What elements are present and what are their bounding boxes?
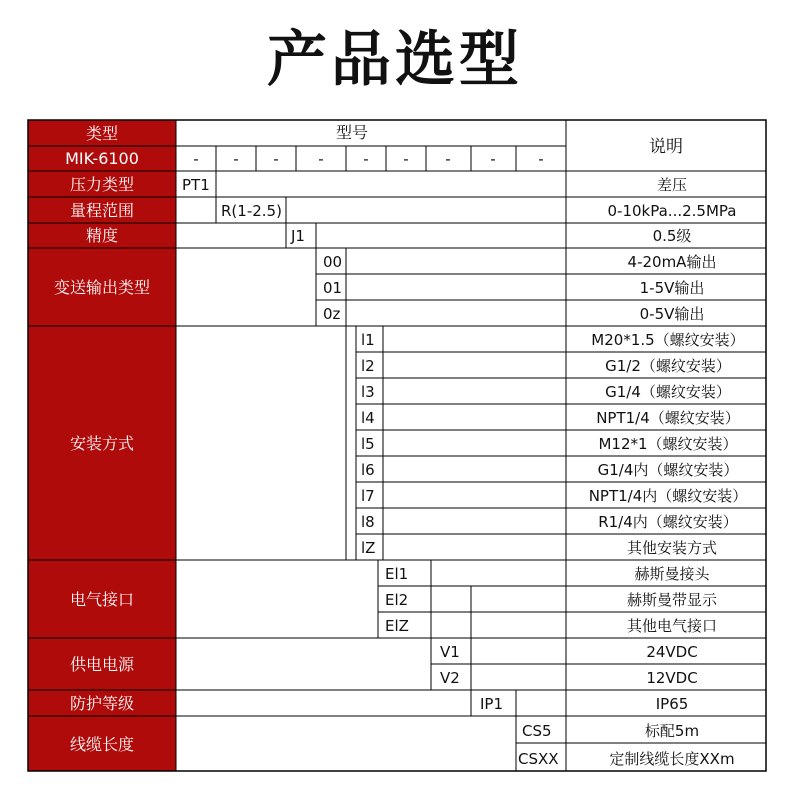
code-install-l5: l5 xyxy=(361,435,375,453)
code-install-l4: l4 xyxy=(361,409,375,427)
dash-2: - xyxy=(233,150,239,168)
code-output-00: 00 xyxy=(323,253,343,271)
code-cable-csxx: CSXX xyxy=(518,750,559,768)
category-cable: 线缆长度 xyxy=(69,735,135,754)
code-install-l2: l2 xyxy=(361,357,375,375)
category-protection: 防护等级 xyxy=(69,694,135,713)
code-electrical-el2: El2 xyxy=(385,591,409,609)
desc-accuracy: 0.5级 xyxy=(652,227,692,245)
dash-1: - xyxy=(193,150,199,168)
desc-cable-2: 定制线缆长度XXm xyxy=(609,750,735,768)
code-output-01: 01 xyxy=(323,279,343,297)
code-install-lz: lZ xyxy=(361,539,376,557)
desc-install-3: G1/4（螺纹安装） xyxy=(605,383,731,401)
description-cells xyxy=(589,176,748,768)
category-output-type: 变送输出类型 xyxy=(53,278,151,297)
desc-power-2: 12VDC xyxy=(646,669,698,687)
code-ip1: IP1 xyxy=(480,695,504,713)
page-title: 产品选型 xyxy=(267,25,523,95)
desc-electrical-3: 其他电气接口 xyxy=(626,617,718,635)
desc-install-2: G1/2（螺纹安装） xyxy=(605,357,731,375)
code-power-v2: V2 xyxy=(440,669,460,687)
dash-4: - xyxy=(318,150,324,168)
desc-protection: IP65 xyxy=(655,695,689,713)
category-power: 供电电源 xyxy=(69,655,135,674)
desc-install-8: R1/4内（螺纹安装） xyxy=(598,513,738,531)
category-electrical: 电气接口 xyxy=(69,590,135,609)
header-model-no: 型号 xyxy=(335,123,369,142)
code-j1: J1 xyxy=(291,227,305,245)
desc-electrical-1: 赫斯曼接头 xyxy=(634,565,710,583)
code-install-l3: l3 xyxy=(361,383,375,401)
category-range: 量程范围 xyxy=(69,201,135,220)
desc-output-1: 4-20mA输出 xyxy=(627,253,717,271)
code-install-l7: l7 xyxy=(361,487,375,505)
header-model: MIK-6100 xyxy=(65,149,139,168)
code-install-l8: l8 xyxy=(361,513,375,531)
code-pt1: PT1 xyxy=(182,176,210,194)
desc-range: 0-10kPa...2.5MPa xyxy=(607,202,737,220)
desc-install-7: NPT1/4内（螺纹安装） xyxy=(588,487,748,505)
dash-3: - xyxy=(273,150,279,168)
dash-8: - xyxy=(490,150,496,168)
code-install-l6: l6 xyxy=(361,461,375,479)
code-output-0z: 0z xyxy=(323,305,341,323)
desc-electrical-2: 赫斯曼带显示 xyxy=(626,591,718,609)
desc-cable-1: 标配5m xyxy=(644,722,700,740)
header-description: 说明 xyxy=(649,137,683,157)
desc-output-2: 1-5V输出 xyxy=(639,279,705,297)
desc-install-5: M12*1（螺纹安装） xyxy=(598,435,738,453)
code-power-v1: V1 xyxy=(440,643,460,661)
category-accuracy: 精度 xyxy=(85,226,119,245)
code-electrical-el1: El1 xyxy=(385,565,409,583)
code-electrical-elz: ElZ xyxy=(385,617,409,635)
desc-pressure-type: 差压 xyxy=(656,176,688,194)
category-pressure-type: 压力类型 xyxy=(69,175,135,194)
desc-install-6: G1/4内（螺纹安装） xyxy=(597,461,739,479)
code-cells xyxy=(182,176,559,768)
desc-power-1: 24VDC xyxy=(646,643,698,661)
category-install: 安装方式 xyxy=(69,434,135,453)
desc-install-1: M20*1.5（螺纹安装） xyxy=(591,331,745,349)
dash-5: - xyxy=(363,150,369,168)
code-range: R(1-2.5) xyxy=(221,202,282,220)
code-install-l1: l1 xyxy=(361,331,375,349)
dash-9: - xyxy=(538,150,544,168)
code-cable-cs5: CS5 xyxy=(522,722,552,740)
header-category: 类型 xyxy=(85,124,119,143)
dash-7: - xyxy=(445,150,451,168)
desc-install-4: NPT1/4（螺纹安装） xyxy=(596,409,740,427)
dash-6: - xyxy=(403,150,409,168)
dash-row xyxy=(193,150,543,168)
desc-install-9: 其他安装方式 xyxy=(626,539,718,557)
desc-output-3: 0-5V输出 xyxy=(639,305,705,323)
